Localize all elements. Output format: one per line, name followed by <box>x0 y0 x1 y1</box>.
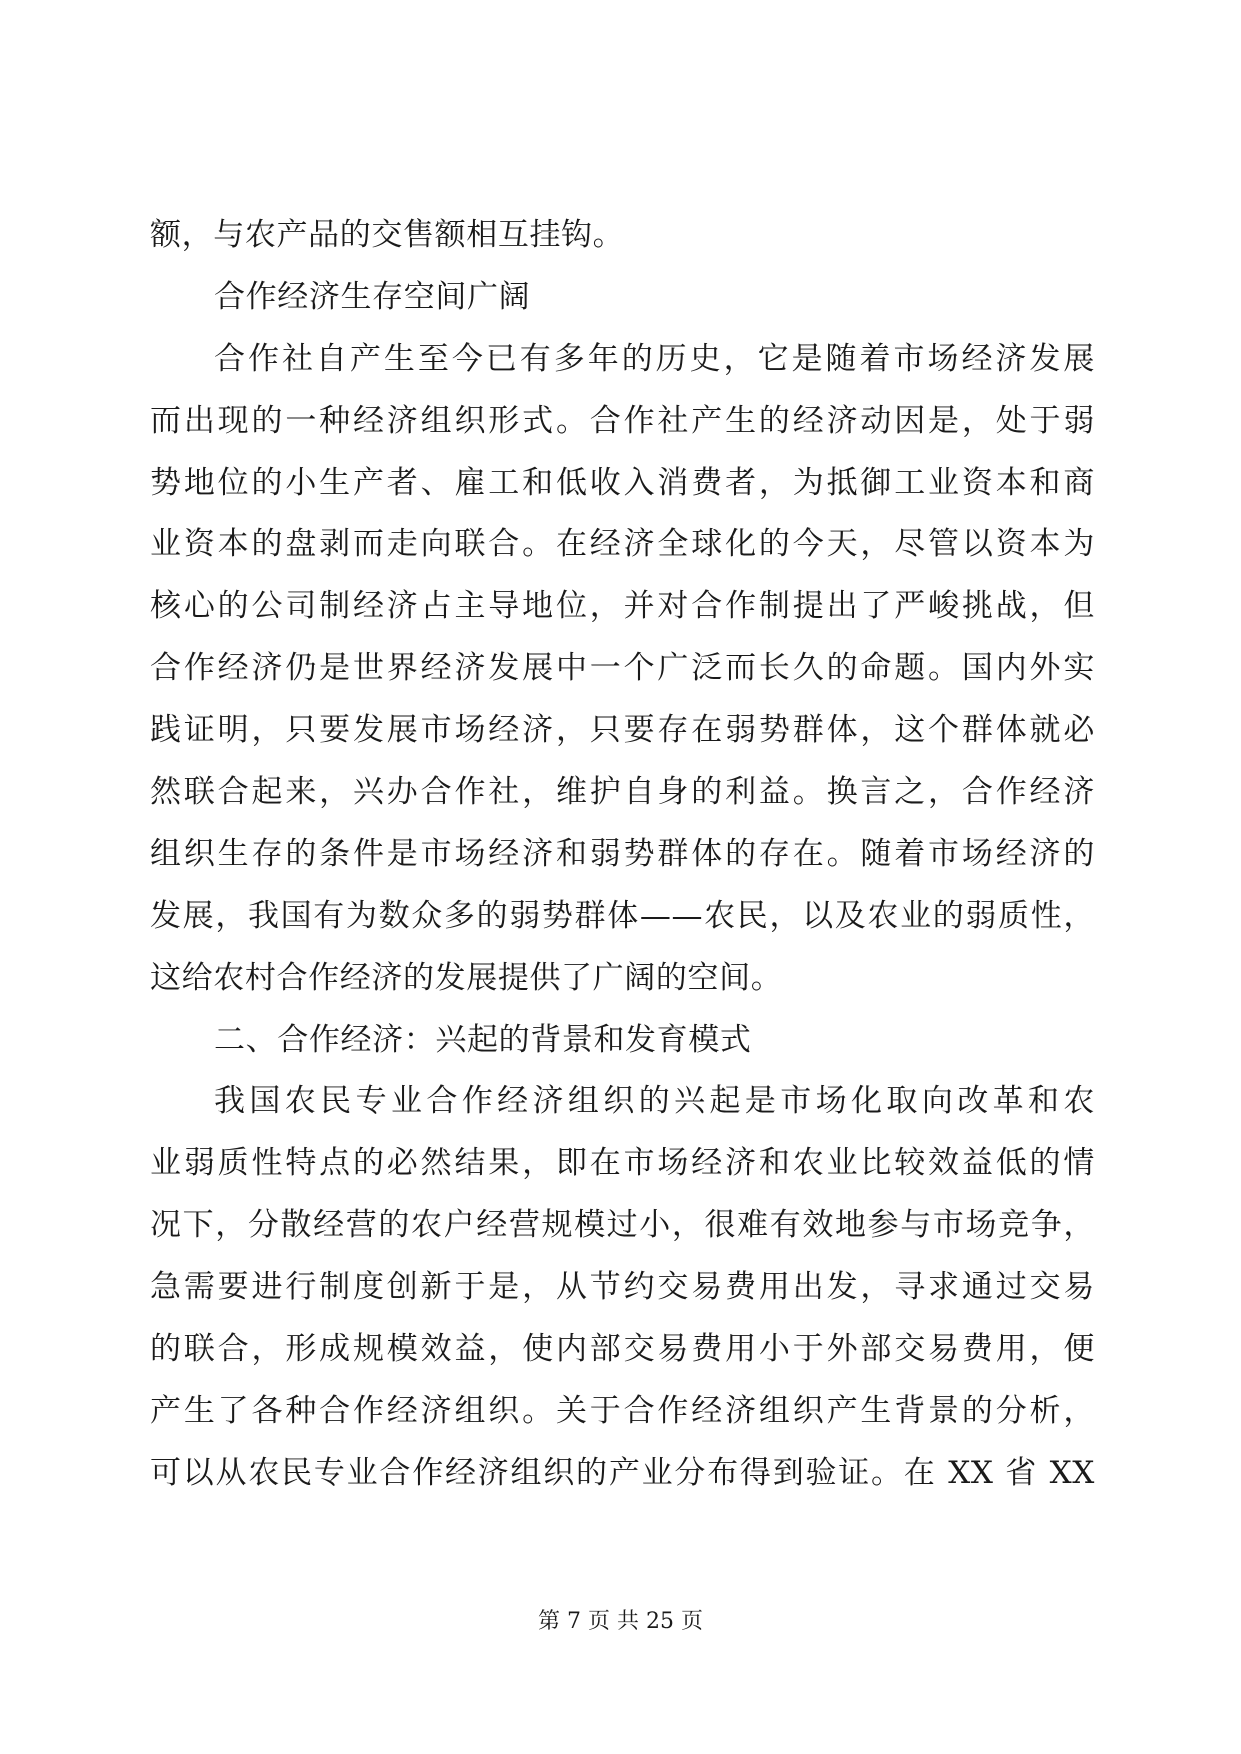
text-line: 的联合，形成规模效益，使内部交易费用小于外部交易费用，便 <box>150 1331 1095 1368</box>
page-number-footer: 第 7 页 共 25 页 <box>538 1609 703 1634</box>
body-text <box>150 205 1095 1505</box>
text-line: 业资本的盘剥而走向联合。在经济全球化的今天，尽管以资本为 <box>150 526 1095 563</box>
text-line: 组织生存的条件是市场经济和弱势群体的存在。随着市场经济的 <box>150 835 1095 872</box>
section-heading: 合作经济生存空间广阔 <box>214 278 531 315</box>
text-line: 发展，我国有为数众多的弱势群体——农民，以及农业的弱质性， <box>150 897 1095 934</box>
text-line: 然联合起来，兴办合作社，维护自身的利益。换言之，合作经济 <box>150 774 1095 811</box>
text-line: 这给农村合作经济的发展提供了广阔的空间。 <box>150 959 783 996</box>
text-line: 可以从农民专业合作经济组织的产业分布得到验证。在 XX 省 XX <box>150 1454 1095 1491</box>
text-line: 急需要进行制度创新于是，从节约交易费用出发，寻求通过交易 <box>150 1269 1095 1306</box>
text-line: 核心的公司制经济占主导地位，并对合作制提出了严峻挑战，但 <box>150 588 1095 625</box>
text-line: 而出现的一种经济组织形式。合作社产生的经济动因是，处于弱 <box>150 402 1095 439</box>
text-line: 合作社自产生至今已有多年的历史，它是随着市场经济发展 <box>214 340 1095 377</box>
section-heading: 二、合作经济：兴起的背景和发育模式 <box>214 1021 752 1058</box>
text-line: 况下，分散经营的农户经营规模过小，很难有效地参与市场竞争， <box>150 1207 1095 1244</box>
text-line: 合作经济仍是世界经济发展中一个广泛而长久的命题。国内外实 <box>150 650 1095 687</box>
text-line: 业弱质性特点的必然结果，即在市场经济和农业比较效益低的情 <box>150 1145 1095 1182</box>
text-line: 额，与农产品的交售额相互挂钩。 <box>150 217 625 253</box>
text-line: 产生了各种合作经济组织。关于合作经济组织产生背景的分析， <box>150 1392 1095 1429</box>
text-line: 势地位的小生产者、雇工和低收入消费者，为抵御工业资本和商 <box>150 464 1095 501</box>
text-line: 践证明，只要发展市场经济，只要存在弱势群体，这个群体就必 <box>150 712 1095 749</box>
text-line: 我国农民专业合作经济组织的兴起是市场化取向改革和农 <box>214 1083 1095 1120</box>
